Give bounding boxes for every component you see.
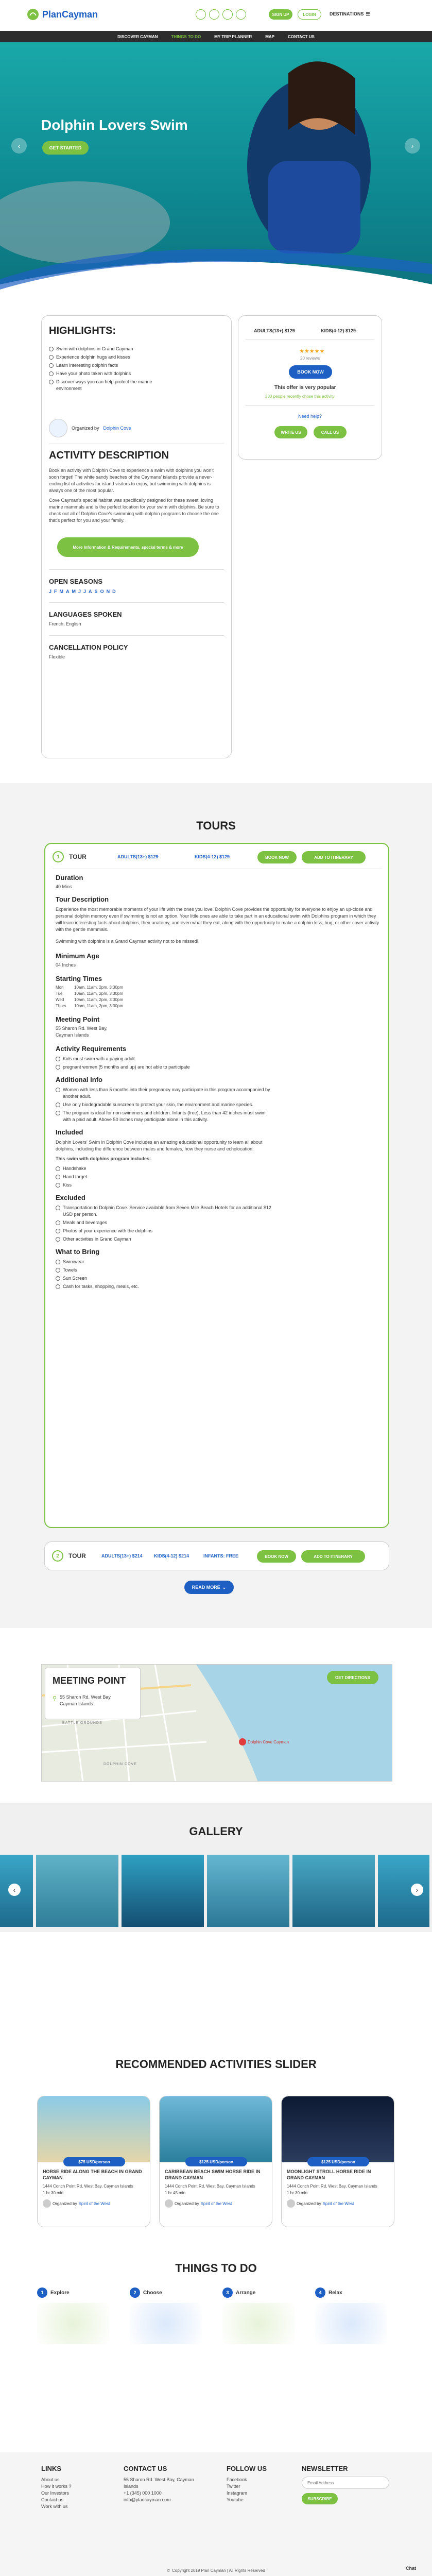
list-item: Kiss: [56, 1182, 380, 1189]
logo-icon: [27, 8, 39, 21]
twitter-icon[interactable]: [209, 9, 219, 20]
list-item: Kids must swim with a paying adult.: [56, 1056, 380, 1062]
hero-next-arrow[interactable]: [405, 138, 420, 154]
avatar: [287, 2199, 295, 2208]
destinations-dropdown[interactable]: [330, 11, 370, 17]
footer-link[interactable]: Contact us: [41, 2497, 64, 2502]
footer-link[interactable]: How it works ?: [41, 2484, 72, 2489]
footer-links: [41, 2465, 72, 2510]
hero-title: Dolphin Lovers Swim: [41, 117, 188, 133]
organizer: [49, 419, 131, 437]
nav-map[interactable]: MAP: [265, 34, 274, 39]
tour-1-body: [56, 874, 380, 1292]
org-name[interactable]: Spirit of the West: [200, 2201, 232, 2206]
rating-stars: ★★★★★: [299, 348, 325, 354]
read-more-button[interactable]: [184, 1581, 234, 1594]
footer-follow-title: FOLLOW US: [227, 2465, 267, 2472]
meeting-map[interactable]: [41, 1664, 392, 1782]
book-now-button[interactable]: BOOK NOW: [289, 365, 332, 379]
copyright-text: Copyright 2019 Plan Cayman | All Rights Reserved: [172, 2568, 265, 2573]
step-label: Relax: [329, 2290, 342, 2296]
recommended-title: RECOMMENDED ACTIVITIES SLIDER: [115, 2058, 317, 2071]
meeting-point-heading: MEETING POINT: [53, 1675, 126, 1686]
meeting-point-card: [45, 1668, 141, 1719]
meeting-point-value: 55 Sharon Rd. West Bay, Cayman Islands: [56, 1026, 108, 1038]
tours-title: TOURS: [196, 819, 236, 832]
recommended-price: $75 USD/person: [63, 2157, 125, 2166]
minimum-age-value: 04 Inches: [56, 962, 76, 968]
list-item: Use only biodegradable sunscreen to protect your skin, the environment and marine species.: [56, 1101, 272, 1108]
footer-email[interactable]: info@plancayman.com: [124, 2497, 171, 2502]
org-label: Organized by: [297, 2201, 321, 2206]
duration-value: 40 Mins: [56, 884, 72, 889]
tour-1-header: [53, 851, 87, 862]
facebook-icon[interactable]: [196, 9, 206, 20]
more-info-button[interactable]: More Information & Requirements, special terms & more: [57, 537, 199, 557]
highlights-title: HIGHLIGHTS:: [49, 325, 116, 336]
footer-social[interactable]: Twitter: [227, 2484, 240, 2489]
time-slots: 10am, 11am, 2pm, 3:30pm: [74, 1004, 124, 1008]
reviews-count[interactable]: 20 reviews: [300, 356, 320, 361]
month: A: [89, 589, 92, 594]
hamburger-icon: ☰: [366, 11, 370, 16]
time-slots: 10am, 11am, 2pm, 3:30pm: [74, 997, 124, 1002]
map-area-label: BATTLE GROUNDS: [62, 1721, 102, 1725]
month: J: [83, 589, 87, 594]
additional-info-title: Additional Info: [56, 1076, 102, 1083]
tour-1-add-itinerary-button[interactable]: ADD TO ITINERARY: [302, 851, 366, 863]
duration-title: Duration: [56, 874, 83, 882]
recommended-image: [282, 2096, 394, 2162]
chevron-right-icon: ›: [411, 142, 414, 150]
recommended-address: 1444 Conch Point Rd, West Bay, Cayman Islands: [287, 2184, 377, 2189]
month: F: [54, 589, 57, 594]
footer-follow: [227, 2465, 267, 2503]
tour-2-kids-price: KIDS(4-12) $214: [154, 1553, 189, 1558]
get-started-button[interactable]: GET STARTED: [42, 141, 89, 155]
month: A: [66, 589, 70, 594]
list-item: Towels: [56, 1267, 380, 1274]
login-button[interactable]: LOGIN: [298, 9, 321, 20]
open-seasons-title: OPEN SEASONS: [49, 578, 103, 585]
recommended-price: $125 USD/person: [185, 2157, 247, 2166]
time-row: [56, 985, 380, 991]
tour-2-adults-price: ADULTS(13+) $214: [101, 1553, 143, 1558]
list-item: Photos of your experience with the dolphins: [56, 1228, 272, 1234]
org-label: Organized by: [53, 2201, 77, 2206]
nav-trip-planner[interactable]: MY TRIP PLANNER: [214, 34, 252, 39]
things-to-do-title: THINGS TO DO: [175, 2262, 257, 2275]
chevron-left-icon: ‹: [18, 142, 21, 150]
month: M: [72, 589, 76, 594]
newsletter-email-input[interactable]: [302, 2477, 389, 2489]
month: N: [106, 589, 110, 594]
list-item: Cash for tasks, shopping, meals, etc.: [56, 1283, 380, 1290]
step: [315, 2287, 387, 2349]
tour-number: 1: [53, 851, 64, 862]
step-illustration: [37, 2303, 109, 2344]
time-day: Tue: [56, 991, 63, 996]
seasons-months: [49, 589, 116, 594]
time-day: Thurs: [56, 1004, 66, 1008]
minimum-age-title: Minimum Age: [56, 952, 99, 960]
languages-title: LANGUAGES SPOKEN: [49, 611, 122, 618]
footer-social[interactable]: Instagram: [227, 2490, 248, 2496]
tour-2-card: [44, 1541, 389, 1570]
chevron-left-icon: ‹: [13, 1886, 16, 1894]
org-name[interactable]: Spirit of the West: [322, 2201, 354, 2206]
highlights-list: [49, 346, 167, 394]
nav-bar: [0, 31, 432, 42]
gallery-strip: [0, 1855, 432, 1927]
tour-1-kids-price: KIDS(4-12) $129: [195, 854, 230, 859]
step-number: 2: [130, 2287, 140, 2298]
list-item: Discover ways you can help protect the marine environment: [49, 379, 167, 392]
steps-row: [37, 2287, 398, 2349]
divider: [49, 602, 224, 603]
excluded-title: Excluded: [56, 1194, 85, 1201]
included-title: Included: [56, 1128, 83, 1136]
excluded-list: [56, 1205, 272, 1243]
write-us-button[interactable]: WRITE US: [274, 426, 307, 438]
list-item: Handshake: [56, 1165, 380, 1172]
booking-kids-price: KIDS(4-12) $129: [321, 328, 356, 333]
month: J: [78, 589, 81, 594]
step-label: Choose: [143, 2290, 162, 2296]
time-row: [56, 991, 380, 997]
step: [222, 2287, 295, 2349]
organizer-label: Organized by: [72, 426, 99, 431]
tour-2-book-button[interactable]: BOOK NOW: [257, 1550, 296, 1563]
booking-adults-price: ADULTS(13+) $129: [254, 328, 295, 333]
youtube-icon[interactable]: [236, 9, 246, 20]
activity-details-card: [41, 315, 232, 758]
included-list: [56, 1165, 380, 1189]
gallery-image[interactable]: [36, 1855, 118, 1927]
recommended-card[interactable]: [37, 2096, 150, 2227]
footer-social[interactable]: Facebook: [227, 2477, 247, 2482]
time-row: [56, 1003, 380, 1009]
list-item: Swim with dolphins in Grand Cayman: [49, 346, 167, 352]
recommended-card[interactable]: [281, 2096, 394, 2227]
activity-description-title: ACTIVITY DESCRIPTION: [49, 450, 169, 461]
avatar: [165, 2199, 173, 2208]
logo-text: PlanCayman: [42, 9, 98, 20]
list-item: Transportation to Dolphin Cove. Service available from Seven Mile Beach Hotels for an additional $12 USD per person.: [56, 1205, 272, 1218]
month: D: [112, 589, 116, 594]
viewers-text: 330 people recently chose this activity: [265, 394, 335, 399]
step-number: 4: [315, 2287, 325, 2298]
nav-things-to-do[interactable]: THINGS TO DO: [171, 34, 201, 39]
footer-newsletter-title: NEWSLETTER: [302, 2465, 348, 2472]
gallery-image[interactable]: [292, 1855, 375, 1927]
tour-2-header: [52, 1550, 86, 1562]
avatar: [43, 2199, 51, 2208]
step-illustration: [315, 2303, 387, 2344]
list-item: Experience dolphin hugs and kisses: [49, 354, 167, 361]
recommended-organizer: [160, 2196, 272, 2211]
need-help[interactable]: Need help?: [298, 414, 322, 419]
chevron-right-icon: ›: [416, 1886, 419, 1894]
popular-text: This offer is very popular: [274, 385, 336, 391]
footer-link[interactable]: Work with us: [41, 2504, 68, 2509]
gallery-prev-arrow[interactable]: [8, 1884, 21, 1896]
chat-widget[interactable]: Chat: [406, 2566, 416, 2571]
recommended-address: 1444 Conch Point Rd, West Bay, Cayman Islands: [165, 2184, 255, 2189]
footer-bottom: [0, 2565, 432, 2576]
get-directions-button[interactable]: GET DIRECTIONS: [327, 1671, 378, 1684]
tour-label: TOUR: [68, 1552, 86, 1560]
logo[interactable]: [27, 8, 98, 21]
step: [37, 2287, 109, 2349]
tour-description-title: Tour Description: [56, 895, 109, 903]
tour-1-book-button[interactable]: BOOK NOW: [257, 851, 297, 863]
time-day: Mon: [56, 985, 64, 990]
gallery-title: GALLERY: [189, 1825, 243, 1838]
map-pin-label: Dolphin Cove Cayman: [248, 1740, 289, 1744]
languages-value: French, English: [49, 621, 81, 626]
gallery-image[interactable]: [122, 1855, 204, 1927]
list-item: Meals and beverages: [56, 1219, 272, 1226]
list-item: Have your photo taken with dolphins: [49, 370, 167, 377]
what-to-bring-list: [56, 1259, 380, 1290]
tour-number: 2: [52, 1550, 63, 1562]
tour-label: TOUR: [69, 853, 87, 860]
month: S: [94, 589, 98, 594]
list-item: Other activities in Grand Cayman: [56, 1236, 272, 1243]
list-item: Women with less than 5 months into their pregnancy may participate in this program accompanied by another adult.: [56, 1087, 272, 1100]
activity-desc-p2: Cove Cayman's special habitat was specifically designed for these sweet, loving marine mammals and is the perfect location for your swim with dolphins. Be sure to check out all of Dolphin Cove's swimming with dolphin programs to choose the one that's perfect for you and your family.: [49, 498, 219, 523]
step-label: Explore: [50, 2290, 70, 2296]
call-us-button[interactable]: CALL US: [314, 426, 347, 438]
recommended-card[interactable]: [159, 2096, 272, 2227]
footer-contact: [124, 2465, 201, 2503]
step-illustration: [222, 2303, 295, 2344]
hero: [0, 42, 432, 310]
recommended-duration: 1 hr 30 min: [43, 2191, 64, 2195]
recommended-price: $125 USD/person: [307, 2157, 369, 2166]
footer-contact-title: CONTACT US: [124, 2465, 167, 2472]
list-item: Hand target: [56, 1174, 380, 1180]
recommended-name: MOONLIGHT STROLL HORSE RIDE IN GRAND CAYMAN: [287, 2169, 371, 2180]
recommended-organizer: [282, 2196, 394, 2211]
tour-2-infants-price: INFANTS: FREE: [203, 1553, 239, 1558]
org-name[interactable]: Spirit of the West: [78, 2201, 110, 2206]
chevron-down-icon: ⌄: [222, 1584, 227, 1590]
tour-2-add-itinerary-button[interactable]: ADD TO ITINERARY: [301, 1550, 365, 1563]
starting-times-title: Starting Times: [56, 975, 102, 982]
additional-info-list: [56, 1087, 272, 1123]
tour-description-p2: Swimming with dolphins is a Grand Cayman activity not to be missed!: [56, 939, 199, 944]
recommended-image: [38, 2096, 150, 2162]
footer-phone[interactable]: +1 (345) 000 1000: [124, 2490, 162, 2496]
recommended-address: 1444 Conch Point Rd, West Bay, Cayman Islands: [43, 2184, 133, 2189]
month: M: [59, 589, 64, 594]
gallery-next-arrow[interactable]: [411, 1884, 423, 1896]
subscribe-button[interactable]: SUBSCRIBE: [302, 2493, 338, 2504]
instagram-icon[interactable]: [222, 9, 233, 20]
tour-1-adults-price: ADULTS(13+) $129: [117, 854, 159, 859]
footer-social[interactable]: Youtube: [227, 2497, 244, 2502]
organizer-name[interactable]: Dolphin Cove: [103, 426, 131, 431]
recommended-duration: 1 hr 30 min: [287, 2191, 308, 2195]
copyright-icon: ©: [167, 2568, 170, 2573]
recommended-organizer: [38, 2196, 150, 2211]
recommended-image: [160, 2096, 272, 2162]
signup-button[interactable]: SIGN UP: [269, 9, 292, 20]
recommended-slider: [37, 2096, 394, 2227]
footer-address: 55 Sharon Rd. West Bay, Cayman Islands: [124, 2477, 194, 2489]
nav-contact[interactable]: CONTACT US: [288, 34, 315, 39]
org-label: Organized by: [175, 2201, 199, 2206]
organizer-logo: [49, 419, 67, 437]
hero-image: [0, 42, 432, 310]
time-slots: 10am, 11am, 2pm, 3:30pm: [74, 985, 124, 990]
meeting-point-title: Meeting Point: [56, 1015, 100, 1023]
month: J: [49, 589, 52, 594]
footer-newsletter: [302, 2465, 389, 2504]
month: O: [100, 589, 104, 594]
step-label: Arrange: [236, 2290, 256, 2296]
recommended-duration: 1 hr 45 min: [165, 2191, 186, 2195]
step-number: 3: [222, 2287, 233, 2298]
activity-desc-p1: Book an activity with Dolphin Cove to experience a swim with dolphins you won't soon forget! The white sandy beaches of the Caymans' islands provide a never-ending list of activities for island visitors to enjoy, but swimming with dolphins is always one of the most popular.: [49, 468, 214, 493]
recommended-name: HORSE RIDE ALONG THE BEACH IN GRAND CAYMAN: [43, 2169, 142, 2180]
list-item: pregnant women (5 months and up) are not able to participate: [56, 1064, 380, 1071]
list-item: Swimwear: [56, 1259, 380, 1265]
time-slots: 10am, 11am, 2pm, 3:30pm: [74, 991, 124, 996]
list-item: Learn interesting dolphin facts: [49, 362, 167, 369]
social-icons: [196, 9, 246, 20]
map-area-label: DOLPHIN COVE: [103, 1762, 137, 1766]
divider: [246, 405, 374, 406]
included-subtitle: This swim with dolphins program includes:: [56, 1156, 151, 1161]
footer-links-title: LINKS: [41, 2465, 61, 2472]
requirements-title: Activity Requirements: [56, 1045, 127, 1053]
list-item: The program is ideal for non-swimmers and children. Infants (free), Less than 42 inches must swim with a paid adult. Above 50 inches may participate alone in this activity.: [56, 1110, 272, 1123]
map-pin-icon: ⚲: [53, 1696, 57, 1702]
hero-prev-arrow[interactable]: [11, 138, 27, 154]
requirements-list: [56, 1056, 380, 1071]
time-row: [56, 997, 380, 1003]
top-header: [0, 0, 432, 31]
tour-1-card: [44, 843, 389, 1528]
read-more-label: READ MORE: [192, 1585, 220, 1590]
meeting-point-address: 55 Sharon Rd. West Bay, Cayman Islands: [60, 1694, 112, 1706]
cancellation-value: Flexible: [49, 654, 65, 659]
destinations-label: DESTINATIONS: [330, 11, 364, 16]
gallery-image[interactable]: [207, 1855, 289, 1927]
nav-discover[interactable]: DISCOVER CAYMAN: [117, 34, 158, 39]
time-day: Wed: [56, 997, 64, 1002]
step-illustration: [130, 2303, 202, 2344]
recommended-name: CARIBBEAN BEACH SWIM HORSE RIDE IN GRAND CAYMAN: [165, 2169, 261, 2180]
tour-description-p1: Experience the most memorable moments of your life with the ones you love. Dolphin Cove provides the opportunity for everyone to enjoy an up-close and personal dolphin memory even if swimming is not an option. Your little ones are able to take part in an educational swim with Dolphins program in which they will learn interesting facts about dolphins, their anatomy, and even what they eat, along with the opportunity to make a dolphin kiss, hug, or other cover activity with the gentle mammals.: [56, 907, 379, 932]
divider: [49, 569, 224, 570]
footer: [0, 2452, 432, 2576]
what-to-bring-title: What to Bring: [56, 1248, 100, 1256]
divider: [49, 635, 224, 636]
list-item: Sun Screen: [56, 1275, 380, 1282]
cancellation-title: CANCELLATION POLICY: [49, 643, 128, 651]
step-number: 1: [37, 2287, 47, 2298]
booking-card: [238, 315, 382, 460]
step: [130, 2287, 202, 2349]
included-text: Dolphin Lovers' Swim in Dolphin Cove includes an amazing educational opportunity to learn all about dolphins, including the difference between males and females, how they nurse and echolocation.: [56, 1140, 263, 1151]
footer-link[interactable]: Our Investors: [41, 2490, 70, 2496]
footer-link[interactable]: About us: [41, 2477, 60, 2482]
